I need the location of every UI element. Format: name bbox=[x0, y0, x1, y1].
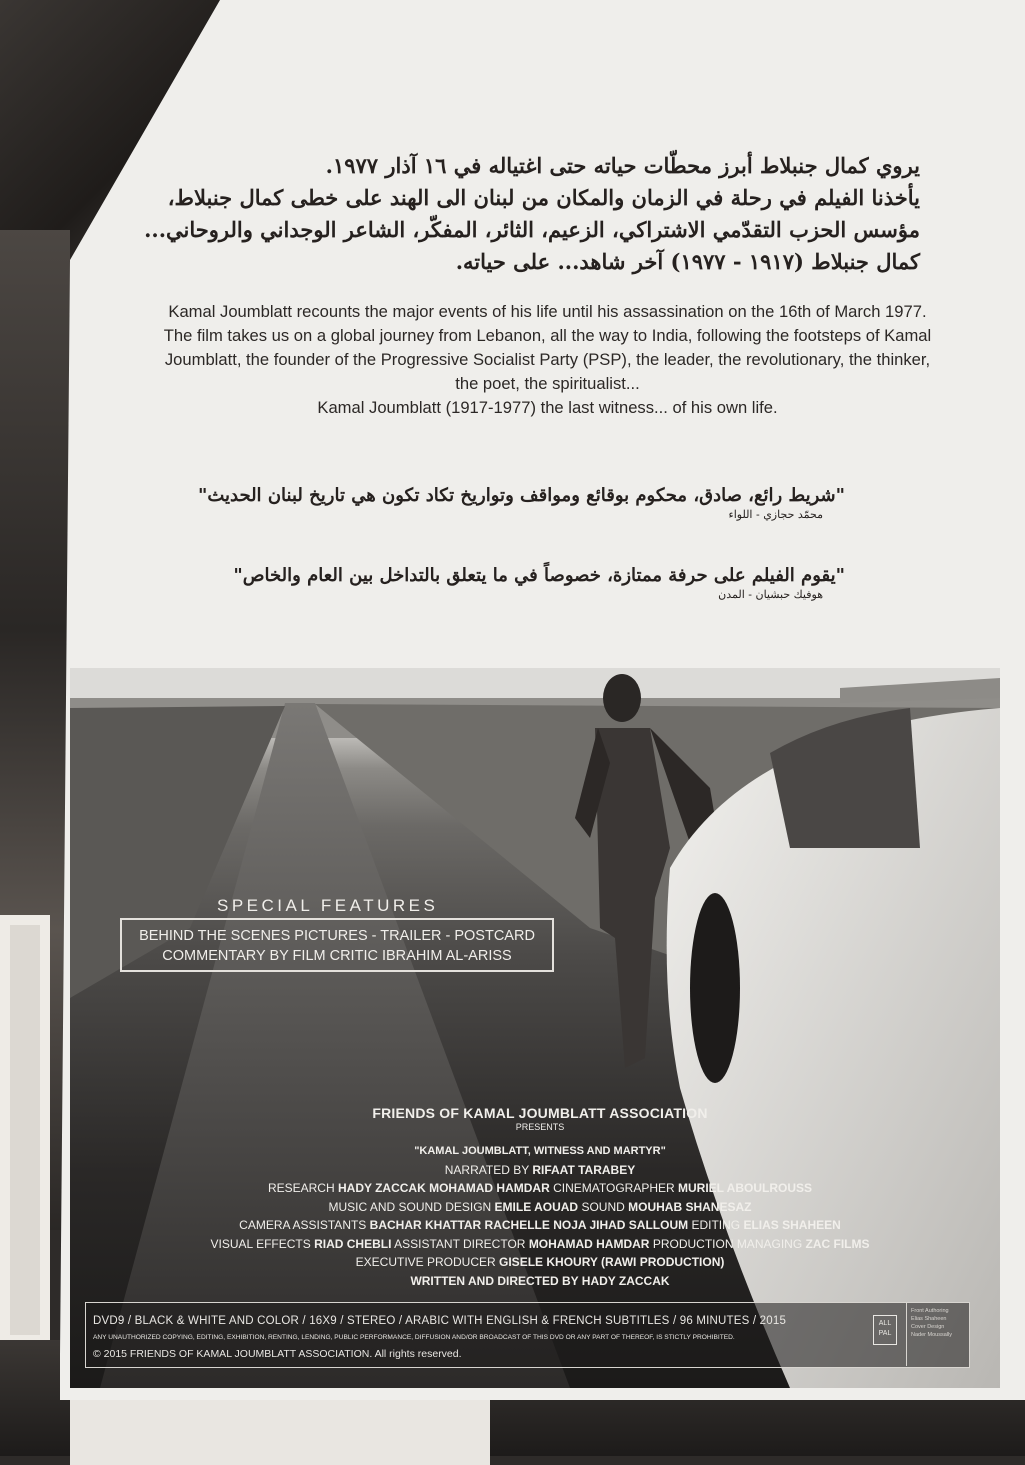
english-synopsis-line: Kamal Joumblatt (1917-1977) the last witness... of his own life. bbox=[317, 398, 778, 417]
quote-text: "يقوم الفيلم على حرفة ممتازة، خصوصاً في ما يتعلق بالتداخل بين العام والخاص" bbox=[233, 565, 845, 586]
copyright-notice: © 2015 FRIENDS OF KAMAL JOUMBLATT ASSOCIATION. All rights reserved. bbox=[93, 1348, 462, 1360]
background-photo-frame bbox=[0, 915, 50, 1345]
region-rating-badge: ALL PAL bbox=[873, 1315, 897, 1345]
quote-text: "شريط رائع، صادق، محكوم بوقائع ومواقف وتواريخ تكاد تكون هي تاريخ لبنان الحديث" bbox=[197, 485, 845, 506]
credit-written-directed: WRITTEN AND DIRECTED BY HADY ZACCAK bbox=[410, 1273, 670, 1288]
technical-info-bar bbox=[85, 1302, 970, 1368]
english-synopsis-line: Joumblatt, the founder of the Progressive Socialist Party (PSP), the leader, the revolutionary, the thinker, bbox=[164, 350, 931, 369]
english-synopsis bbox=[80, 300, 1015, 420]
dvd-specs: DVD9 / BLACK & WHITE AND COLOR / 16X9 / STEREO / ARABIC WITH ENGLISH & FRENCH SUBTITLES / 96 MINUTES / 2015 bbox=[93, 1315, 787, 1327]
design-credits: Front Authoring Elias Shaheen Cover Design Nader Moussally bbox=[906, 1303, 968, 1366]
arabic-synopsis-line: يأخذنا الفيلم في رحلة في الزمان والمكان من لبنان الى الهند على خطى كمال جنبلاط، bbox=[167, 185, 920, 210]
presenter: FRIENDS OF KAMAL JOUMBLATT ASSOCIATION bbox=[372, 1105, 708, 1121]
credit-vfx: VISUAL EFFECTS RIAD CHEBLI ASSISTANT DIRECTOR MOHAMAD HAMDAR PRODUCTION MANAGING ZAC FILMS bbox=[210, 1236, 870, 1251]
film-title: "KAMAL JOUMBLATT, WITNESS AND MARTYR" bbox=[414, 1145, 666, 1157]
special-features-box bbox=[120, 918, 554, 972]
credit-music: MUSIC AND SOUND DESIGN EMILE AOUAD SOUND MOUHAB SHANESAZ bbox=[328, 1199, 752, 1214]
arabic-synopsis bbox=[120, 150, 920, 278]
english-synopsis-line: The film takes us on a global journey from Lebanon, all the way to India, following the footsteps of Kamal bbox=[163, 326, 932, 345]
copyright-warning: ANY UNAUTHORIZED COPYING, EDITING, EXHIBITION, RENTING, LENDING, PUBLIC PERFORMANCE, DIFFUSION AND/OR BROADCAST OF THIS DVD OR ANY PART OF THEREOF, IS STICTLY PROHIBITED. bbox=[93, 1334, 735, 1341]
special-features-line: COMMENTARY BY FILM CRITIC IBRAHIM AL-ARISS bbox=[162, 948, 512, 964]
film-credits bbox=[120, 1105, 960, 1290]
english-synopsis-line: the poet, the spiritualist... bbox=[455, 374, 640, 393]
special-features-title: SPECIAL FEATURES bbox=[217, 896, 439, 915]
special-features-line: BEHIND THE SCENES PICTURES - TRAILER - POSTCARD bbox=[139, 928, 535, 944]
credit-narrated: NARRATED BY RIFAAT TARABEY bbox=[444, 1162, 636, 1177]
arabic-synopsis-line: مؤسس الحزب التقدّمي الاشتراكي، الزعيم، الثائر، المفكّر، الشاعر الوجداني والروحاني... bbox=[144, 217, 920, 242]
press-quote bbox=[198, 485, 845, 521]
credit-research: RESEARCH HADY ZACCAK MOHAMAD HAMDAR CINEMATOGRAPHER MURIEL ABOULROUSS bbox=[267, 1181, 813, 1195]
press-quote bbox=[233, 565, 845, 601]
arabic-synopsis-line: يروي كمال جنبلاط أبرز محطّات حياته حتى اغتياله في ١٦ آذار ١٩٧٧. bbox=[325, 153, 920, 178]
credit-camera: CAMERA ASSISTANTS BACHAR KHATTAR RACHELLE NOJA JIHAD SALLOUM EDITING ELIAS SHAHEEN bbox=[239, 1218, 841, 1232]
credit-executive-producer: EXECUTIVE PRODUCER GISELE KHOURY (RAWI PRODUCTION) bbox=[355, 1255, 725, 1269]
arabic-synopsis-line: كمال جنبلاط (١٩١٧ - ١٩٧٧) آخر شاهد... على حياته. bbox=[455, 249, 920, 274]
english-synopsis-line: Kamal Joumblatt recounts the major events of his life until his assassination on the 16th of March 1977. bbox=[168, 302, 927, 321]
presents-label: PRESENTS bbox=[515, 1122, 565, 1132]
quote-source: محمّد حجازي - اللواء bbox=[728, 508, 823, 521]
quote-source: هوفيك حبشيان - المدن bbox=[718, 588, 823, 601]
